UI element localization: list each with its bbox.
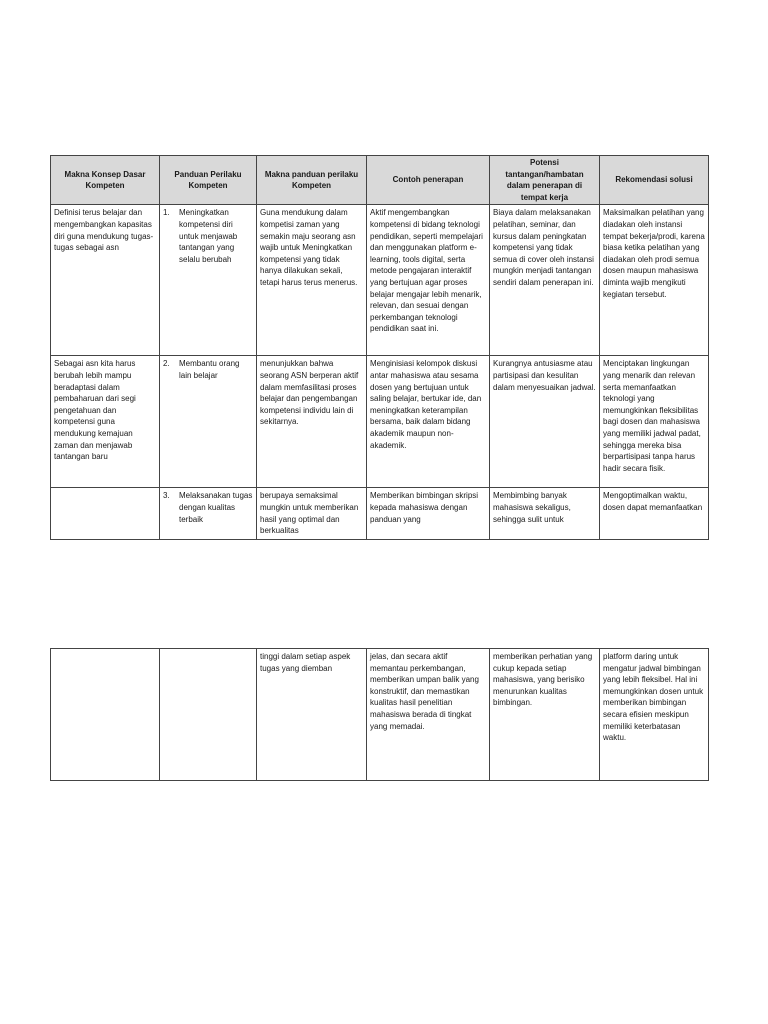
item-text: Meningkatkan kompetensi diri untuk menjawab tantangan yang selalu berubah [179, 208, 238, 264]
cell-solusi: Menciptakan lingkungan yang menarik dan relevan serta memanfaatkan teknologi yang memungkinkan fleksibilitas bagi dosen dan mahasiswa yang memiliki jadwal padat, sehingga mereka bisa berpartisipasi tanpa harus hadir secara fisik. [600, 356, 709, 488]
cell-solusi: platform daring untuk mengatur jadwal bimbingan yang lebih fleksibel. Hal ini memungkinkan dosen untuk memberikan bimbingan secara efisien meskipun memiliki keterbatasan waktu. [600, 649, 709, 781]
cell-contoh: Memberikan bimbingan skripsi kepada mahasiswa dengan panduan yang [367, 488, 490, 539]
header-contoh-penerapan: Contoh penerapan [367, 156, 490, 205]
competency-table [50, 155, 709, 540]
table-row [51, 649, 709, 781]
item-number: 1. [163, 208, 170, 218]
header-panduan-perilaku: Panduan Perilaku Kompeten [160, 156, 257, 205]
item-text: Membantu orang lain belajar [179, 359, 240, 380]
cell-contoh: Menginisiasi kelompok diskusi antar mahasiswa atau sesama dosen yang bertujuan untuk saling belajar, bertukar ide, dan meningkatkan keterampilan bersama, baik dalam bidang akademik maupun non-akademik. [367, 356, 490, 488]
cell-tantangan: Membimbing banyak mahasiswa sekaligus, sehingga sulit untuk [490, 488, 600, 539]
cell-makna-panduan: menunjukkan bahwa seorang ASN berperan aktif dalam memfasilitasi proses belajar dan pengembangan kompetensi individu lain di sekitarnya. [257, 356, 367, 488]
header-rekomendasi-solusi: Rekomendasi solusi [600, 156, 709, 205]
cell-makna: Definisi terus belajar dan mengembangkan kapasitas diri guna mendukung tugas-tugas sebagai asn [51, 205, 160, 356]
table-header-row [51, 156, 709, 205]
cell-makna-panduan: berupaya semaksimal mungkin untuk memberikan hasil yang optimal dan berkualitas [257, 488, 367, 539]
cell-tantangan: memberikan perhatian yang cukup kepada setiap mahasiswa, yang berisiko menurunkan kualitas bimbingan. [490, 649, 600, 781]
header-potensi-tantangan: Potensi tantangan/hambatan dalam penerapan di tempat kerja [490, 156, 600, 205]
table-row [51, 356, 709, 488]
table-row [51, 488, 709, 539]
cell-makna [51, 649, 160, 781]
cell-contoh: Aktif mengembangkan kompetensi di bidang teknologi pendidikan, seperti mempelajari dan menggunakan platform e-learning, tools digital, serta metode pengajaran interaktif yang bertujuan agar proses belajar mengajar lebih menarik, relevan, dan sesuai dengan perkembangan teknologi pendidikan saat ini. [367, 205, 490, 356]
header-makna-konsep: Makna Konsep Dasar Kompeten [51, 156, 160, 205]
cell-solusi: Mengoptimalkan waktu, dosen dapat memanfaatkan [600, 488, 709, 539]
cell-panduan [160, 488, 257, 539]
item-number: 2. [163, 359, 170, 369]
cell-makna-panduan: Guna mendukung dalam kompetisi zaman yang semakin maju seorang asn wajib untuk Meningkatkan kompetensi yang tidak hanya dilakukan sekali, tetapi harus terus menerus. [257, 205, 367, 356]
cell-contoh: jelas, dan secara aktif memantau perkembangan, memberikan umpan balik yang konstruktif, dan memastikan kualitas hasil penelitian mahasiswa berada di tingkat yang memadai. [367, 649, 490, 781]
cell-tantangan: Kurangnya antusiasme atau partisipasi dan kesulitan dalam menyesuaikan jadwal. [490, 356, 600, 488]
cell-makna [51, 488, 160, 539]
item-text: Melaksanakan tugas dengan kualitas terbaik [179, 491, 253, 524]
header-makna-panduan: Makna panduan perilaku Kompeten [257, 156, 367, 205]
item-number: 3. [163, 491, 170, 501]
cell-panduan [160, 356, 257, 488]
cell-panduan [160, 205, 257, 356]
cell-makna-panduan: tinggi dalam setiap aspek tugas yang diemban [257, 649, 367, 781]
cell-panduan [160, 649, 257, 781]
table-row [51, 205, 709, 356]
cell-tantangan: Biaya dalam melaksanakan pelatihan, seminar, dan kursus dalam peningkatan kompetensi yang tidak semua di cover oleh instansi mungkin menjadi tantangan sendiri dalam penerapan ini. [490, 205, 600, 356]
cell-solusi: Maksimalkan pelatihan yang diadakan oleh instansi tempat bekerja/prodi, karena biasa ketika pelatihan yang diadakan oleh prodi semua dosen maupun mahasiswa diminta wajib mengikuti kegiatan tersebut. [600, 205, 709, 356]
competency-table-continued [50, 648, 709, 781]
cell-makna: Sebagai asn kita harus berubah lebih mampu beradaptasi dalam pembaharuan dari segi pengetahuan dan kompetensi guna mendukung kemajuan zaman dan menjawab tantangan baru [51, 356, 160, 488]
